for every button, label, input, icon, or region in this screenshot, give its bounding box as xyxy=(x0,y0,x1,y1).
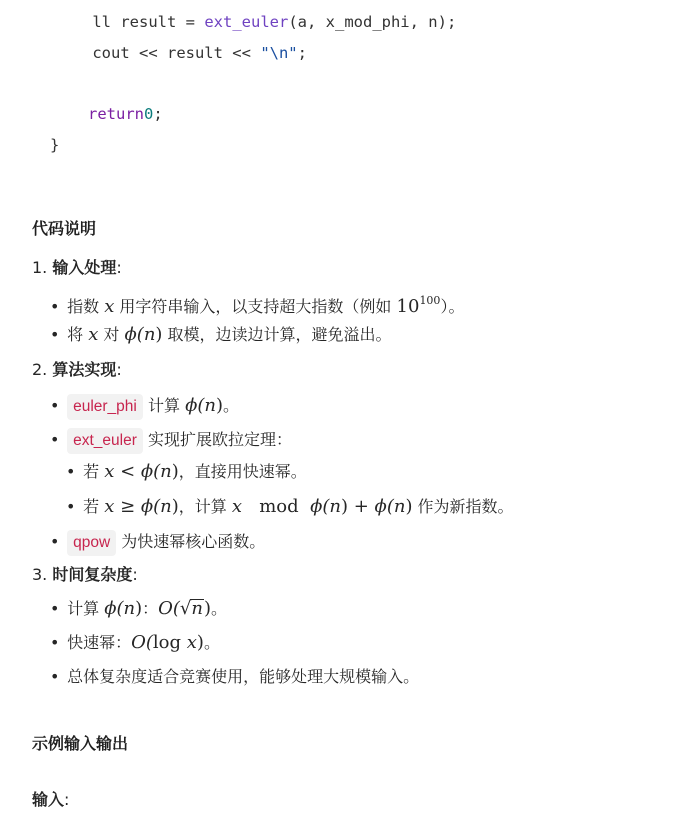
code-line-5: } xyxy=(50,136,60,154)
sub-bullet-greater-equal: • 若 x ≥ ϕ(n)，计算 x mod ϕ(n) + ϕ(n) 作为新指数。 xyxy=(66,496,514,518)
bullet-phi-complexity: • 计算 ϕ(n)：O(√n)。 xyxy=(50,598,227,620)
code-line-4: return0; xyxy=(88,105,163,123)
bullet-qpow: • qpow 为快速幂核心函数。 xyxy=(50,530,265,556)
code-block xyxy=(0,0,677,170)
inline-code-ext-euler: ext_euler xyxy=(67,428,143,454)
bullet-qpow-complexity: • 快速幂：O(log x)。 xyxy=(50,632,220,654)
inline-code-qpow: qpow xyxy=(67,530,116,556)
list-item-time-complexity: 3. 时间复杂度: xyxy=(32,565,138,584)
code-line-1: ll result = ext_euler(a, x_mod_phi, n); xyxy=(92,13,457,31)
section-title-code-explanation: 代码说明 xyxy=(32,219,97,238)
bullet-euler-phi: • euler_phi 计算 ϕ(n)。 xyxy=(50,394,239,420)
list-item-algorithm: 2. 算法实现: xyxy=(32,360,122,379)
bullet-input-2: • 将 x 对 ϕ(n) 取模，边读边计算，避免溢出。 xyxy=(50,324,392,346)
section-title-sample-io: 示例输入输出 xyxy=(32,734,129,753)
code-line-2: cout << result << "\n"; xyxy=(55,44,307,62)
bullet-overall-complexity: • 总体复杂度适合竞赛使用，能够处理大规模输入。 xyxy=(50,666,419,688)
sub-bullet-less-than: • 若 x < ϕ(n)，直接用快速幂。 xyxy=(66,461,307,483)
input-label: 输入: xyxy=(32,790,70,809)
bullet-input-1: • 指数 x 用字符串输入，以支持超大指数（例如 $10^{100}$）。 xyxy=(50,290,464,318)
inline-code-euler-phi: euler_phi xyxy=(67,394,143,420)
bullet-ext-euler: • ext_euler 实现扩展欧拉定理： xyxy=(50,428,292,454)
list-item-input-handling: 1. 输入处理: xyxy=(32,258,122,277)
